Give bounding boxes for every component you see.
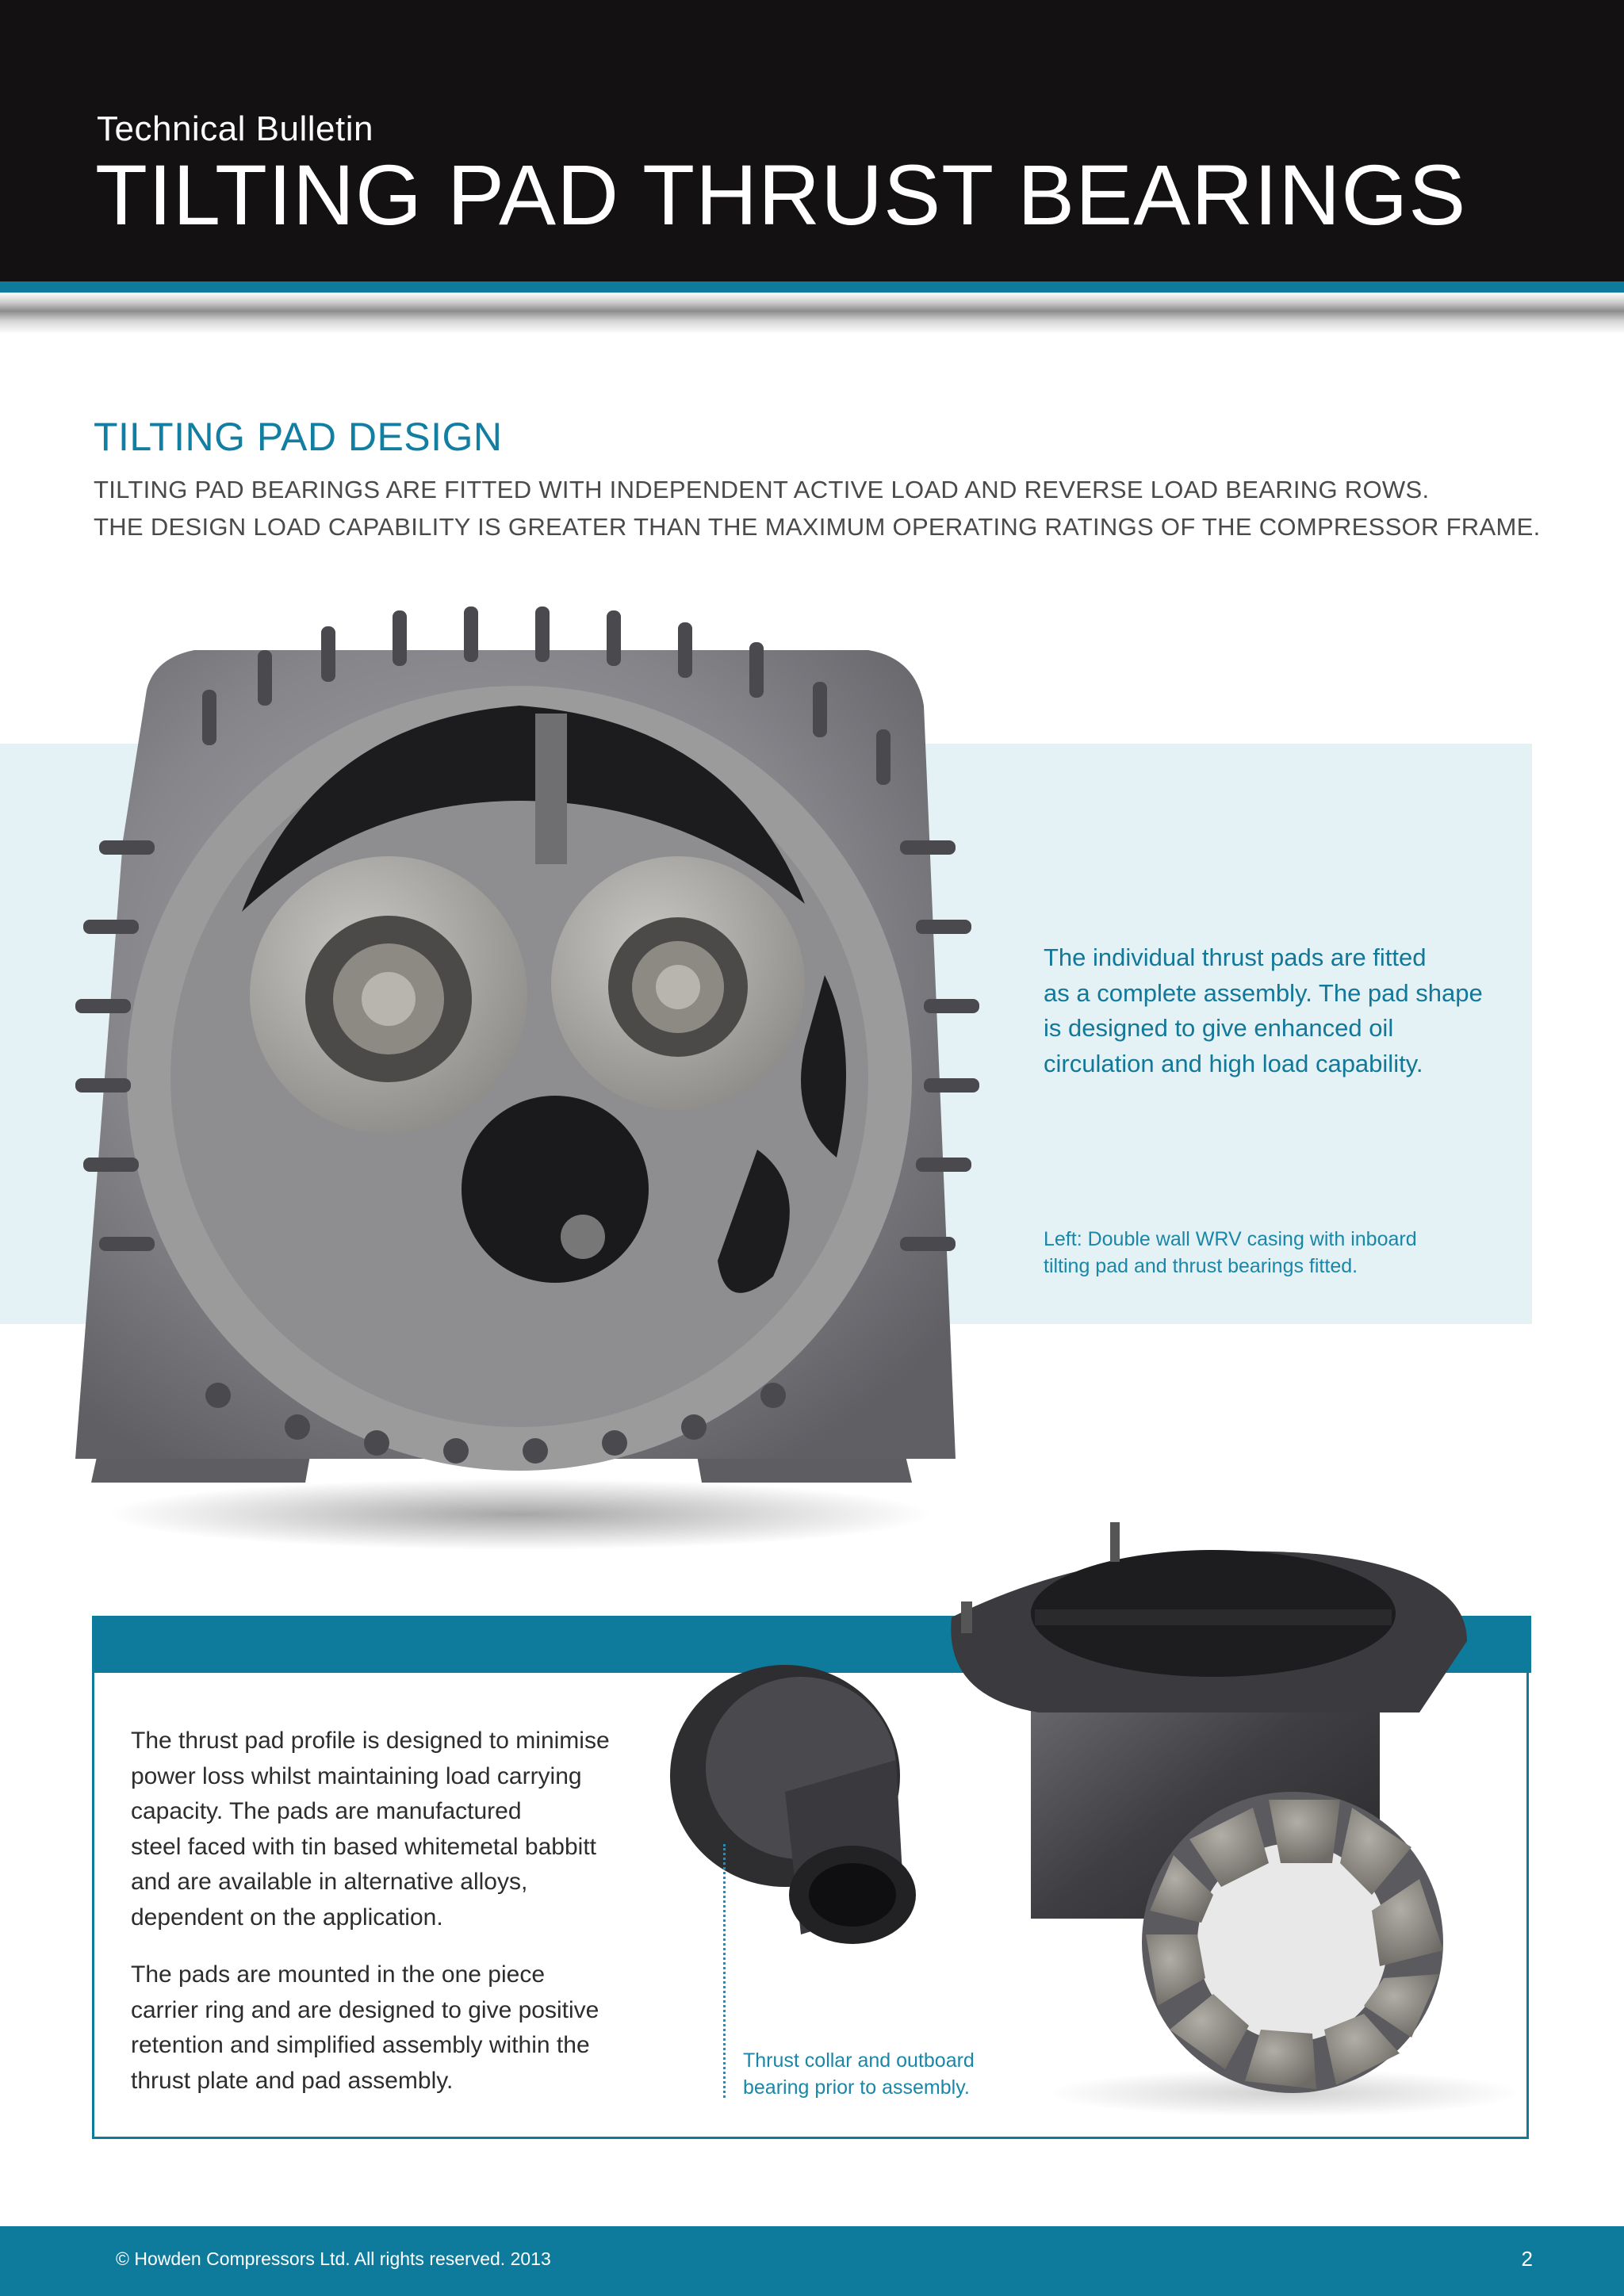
caption-line: tilting pad and thrust bearings fitted.	[1044, 1255, 1358, 1277]
section-heading: TILTING PAD DESIGN	[94, 415, 503, 459]
compressor-casing-illustration	[75, 603, 1039, 1586]
intro-line: TILTING PAD BEARINGS ARE FITTED WITH INDEPENDENT ACTIVE LOAD AND REVERSE LOAD BEARING ROWS.	[94, 476, 1430, 503]
page-header	[0, 0, 1624, 281]
page-footer	[0, 2226, 1624, 2296]
header-metal-stripe	[0, 293, 1624, 334]
parts-caption	[743, 2047, 1028, 2101]
casing-caption	[1044, 1226, 1488, 1280]
header-accent-stripe	[0, 281, 1624, 293]
callout-line: The individual thrust pads are fitted	[1044, 943, 1427, 971]
body-line: and are available in alternative alloys,	[131, 1869, 528, 1895]
callout-line: as a complete assembly. The pad shape	[1044, 978, 1483, 1007]
body-line: capacity. The pads are manufactured	[131, 1798, 522, 1824]
callout-line: circulation and high load capability.	[1044, 1049, 1423, 1077]
caption-line: Thrust collar and outboard	[743, 2049, 975, 2072]
bulletin-label: Technical Bulletin	[97, 109, 373, 148]
callout-text	[1044, 940, 1503, 1081]
detail-body-text	[131, 1701, 622, 2121]
body-line: steel faced with tin based whitemetal babbitt	[131, 1833, 597, 1860]
body-line: carrier ring and are designed to give positive	[131, 1996, 599, 2023]
caption-line: bearing prior to assembly.	[743, 2076, 970, 2099]
body-line: power loss whilst maintaining load carrying	[131, 1762, 582, 1789]
page-title: TILTING PAD THRUST BEARINGS	[95, 147, 1467, 243]
caption-line: Left: Double wall WRV casing with inboard	[1044, 1228, 1417, 1250]
page-number: 2	[1521, 2247, 1533, 2271]
caption-leader-line	[723, 1844, 726, 2098]
casing-photo	[75, 603, 1039, 1586]
body-line: dependent on the application.	[131, 1904, 443, 1931]
body-line: retention and simplified assembly within the	[131, 2032, 590, 2058]
body-line: The thrust pad profile is designed to minimise	[131, 1728, 610, 1754]
body-line: The pads are mounted in the one piece	[131, 1961, 546, 1988]
copyright-notice: © Howden Compressors Ltd. All rights reserved. 2013	[116, 2248, 551, 2269]
callout-line: is designed to give enhanced oil	[1044, 1014, 1394, 1042]
section-intro	[94, 471, 1584, 545]
thrust-collar-and-bearing-illustration	[666, 1522, 1546, 2117]
parts-photo	[666, 1522, 1546, 2117]
body-line: thrust plate and pad assembly.	[131, 2067, 454, 2094]
intro-line: THE DESIGN LOAD CAPABILITY IS GREATER THAN THE MAXIMUM OPERATING RATINGS OF THE COMPRESSOR FRAME.	[94, 513, 1541, 541]
